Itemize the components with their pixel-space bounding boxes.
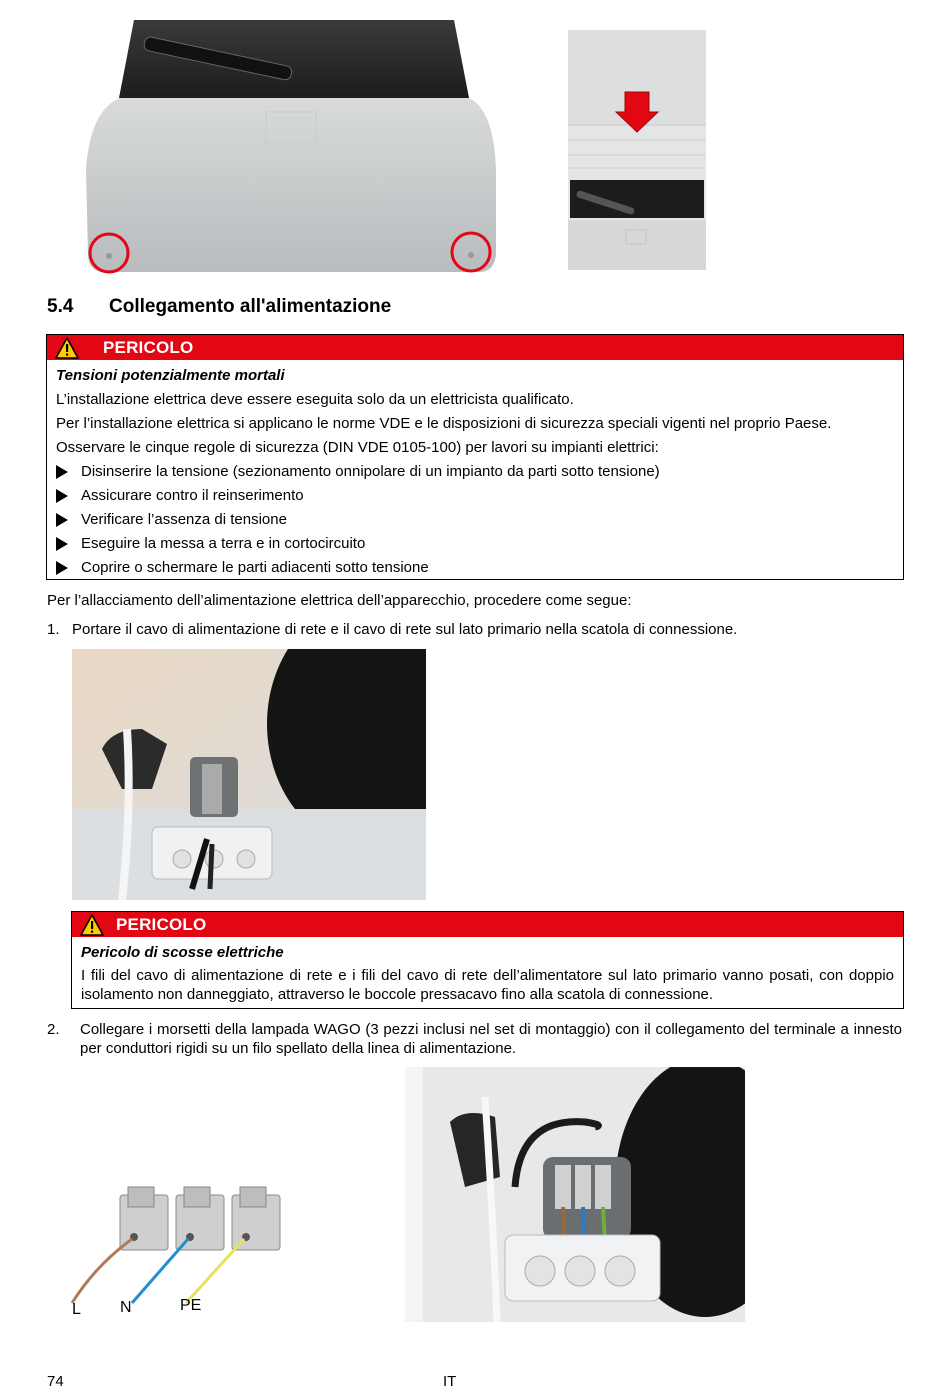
danger-subtitle: Tensioni potenzialmente mortali [56,367,285,384]
bullet-item: Assicurare contro il reinserimento [56,484,894,508]
danger-box-shock [71,911,904,1009]
wago-terminal [176,1187,224,1250]
wire-label-n: N [120,1299,132,1316]
arrow-bullet-icon [56,513,68,527]
arrow-bullet-icon [56,537,68,551]
connected-box-photo [405,1067,745,1322]
wago-terminals-diagram [66,1185,306,1325]
arrow-bullet-icon [56,489,68,503]
bullet-item: Coprire o schermare le parti adiacenti sotto tensione [56,556,894,580]
step-text: Collegare i morsetti della lampada WAGO (3 pezzi inclusi nel set di montaggio) con il collegamento del terminale a innesto per conduttori rigidi su un filo spellato della linea di alimentazione. [80,1021,902,1057]
arrow-bullet-icon [56,465,68,479]
danger-header [47,335,903,360]
warning-icon [55,337,79,359]
arrow-bullet-icon [56,561,68,575]
danger-label: PERICOLO [103,337,194,357]
page-number: 74 [47,1373,64,1390]
device-side-photo [568,30,706,270]
danger-text-line: Per l’installazione elettrica si applicano le norme VDE e le disposizioni di sicurezza speciali vigenti nel proprio Paese. [56,415,832,432]
danger-header [72,912,903,937]
warning-icon [80,914,104,936]
danger-box-voltage [46,334,904,580]
step-number: 1. [47,621,60,638]
wire-label-pe: PE [180,1297,202,1314]
bullet-item: Disinserire la tensione (sezionamento onnipolare di un impianto da parti sotto tensione) [56,460,894,484]
danger-label: PERICOLO [116,914,207,934]
section-number: 5.4 [47,296,74,317]
bullet-item: Eseguire la messa a terra e in cortocircuito [56,532,894,556]
danger-subtitle: Pericolo di scosse elettriche [81,944,284,961]
bullet-item: Verificare l’assenza di tensione [56,508,894,532]
intro-text: Per l’allacciamento dell’alimentazione elettrica dell’apparecchio, procedere come segue: [47,592,632,609]
device-cover-photo [84,20,498,276]
wago-terminal [232,1187,280,1250]
language-code: IT [443,1373,457,1390]
step-number: 2. [47,1021,60,1038]
wago-terminal [120,1187,168,1250]
connection-box-photo [72,649,426,900]
wire-label-l: L [72,1301,81,1318]
danger-text-line: Osservare le cinque regole di sicurezza (DIN VDE 0105-100) per lavori su impianti elettrici: [56,439,659,456]
section-title: Collegamento all'alimentazione [109,296,392,317]
step-text: Portare il cavo di alimentazione di rete e il cavo di rete sul lato primario nella scatola di connessione. [72,621,738,638]
danger-text: I fili del cavo di alimentazione di rete e i fili del cavo di rete dell’alimentatore sul lato primario vanno posati, con doppio isolamento non danneggiato, attraverso le boccole pressacavo fino alla scatola di connessione. [81,967,894,1003]
danger-text-line: L’installazione elettrica deve essere eseguita solo da un elettricista qualificato. [56,391,574,408]
